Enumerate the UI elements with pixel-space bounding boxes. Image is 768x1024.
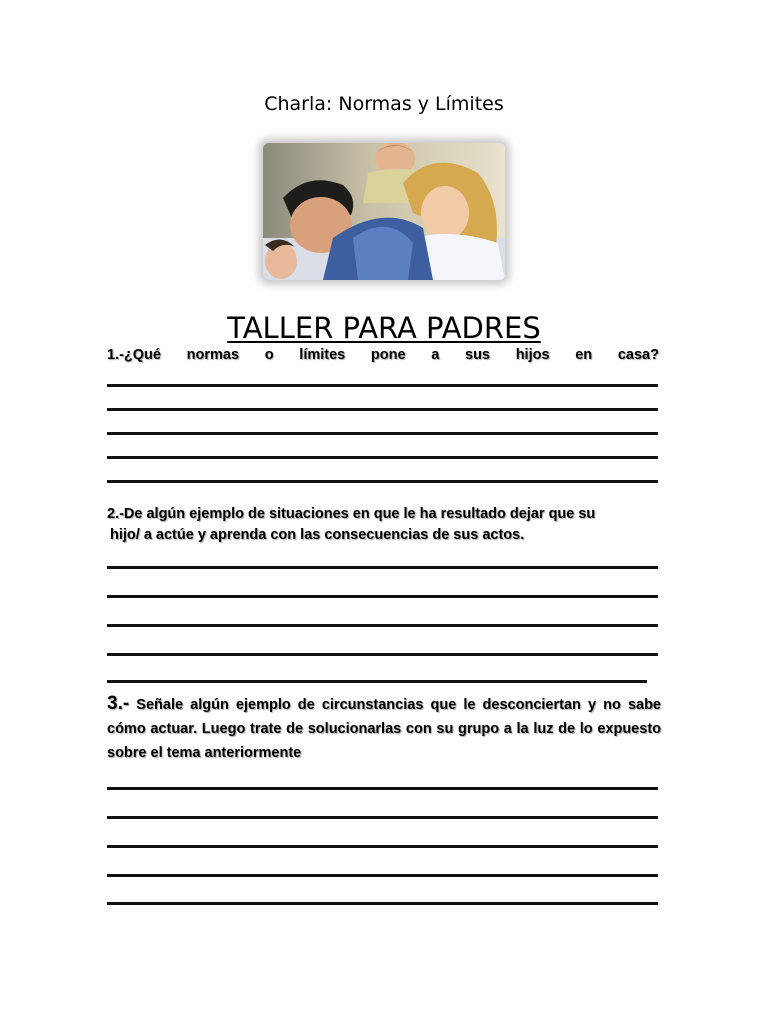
q1-word: a [431,347,440,363]
q3-text: Señale algún ejemplo de circunstancias que le desconciertan y no sabe cómo actuar. Luego trate de solucionarlas con su grupo a la luz de lo expuesto sobre el tema anteriormente [107,697,661,761]
q1-word: normas [186,347,240,363]
answer-line[interactable] [107,384,658,387]
family-photo [263,143,505,280]
answer-line[interactable] [107,432,658,435]
answer-line[interactable] [107,653,658,656]
answer-line[interactable] [107,816,658,819]
answer-line[interactable] [107,874,658,877]
answer-line[interactable] [107,480,658,483]
answer-line[interactable] [107,566,658,569]
answer-line[interactable] [107,680,647,683]
answer-line[interactable] [107,787,658,790]
family-photo-illustration [263,143,505,280]
q1-word: en [575,347,593,363]
q1-word: 1.-¿Qué [107,347,161,363]
q2-text-1: De algún ejemplo de situaciones en que le ha resultado dejar que su [123,506,596,522]
q1-word: límites [299,347,346,363]
q3-number: 3.- [107,693,130,714]
answer-line[interactable] [107,624,658,627]
answer-line[interactable] [107,902,658,905]
workshop-title: TALLER PARA PADRES [227,311,541,345]
q1-word: pone [370,347,406,363]
question-2 [107,504,661,546]
q1-word: o [264,347,274,363]
q2-text-2: hijo/ a actúe y aprenda con las consecuencias de sus actos. [110,527,525,543]
q1-word: sus [465,347,491,363]
charla-title: Charla: Normas y Límites [264,93,504,115]
answer-line[interactable] [107,408,658,411]
answer-line[interactable] [107,456,658,459]
answer-line[interactable] [107,845,658,848]
question-1 [107,347,659,363]
q2-number: 2.- [107,506,124,522]
q1-word: casa? [617,347,659,363]
q2-line-1 [107,504,661,525]
q1-word: hijos [515,347,550,363]
answer-line[interactable] [107,595,658,598]
question-3 [107,692,661,765]
